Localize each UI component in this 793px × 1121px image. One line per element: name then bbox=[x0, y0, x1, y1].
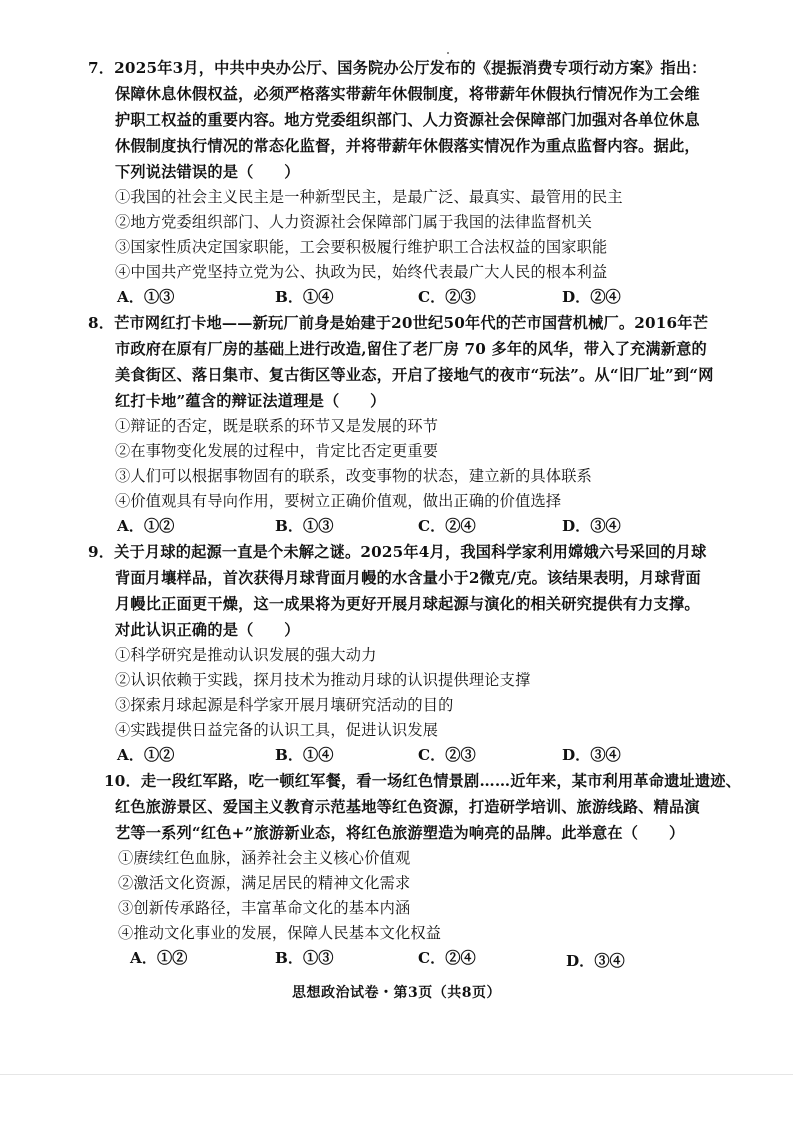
question-9-option-b: B．①④ bbox=[275, 746, 334, 764]
question-8-option-b: B．①③ bbox=[275, 517, 334, 535]
question-8-stem-line-2: 市政府在原有厂房的基础上进行改造,留住了老厂房 70 多年的风华，带入了充满新意的 bbox=[115, 340, 707, 358]
scan-edge-line bbox=[0, 1074, 793, 1075]
question-7-statement-3: ③国家性质决定国家职能，工会要积极履行维护职工合法权益的国家职能 bbox=[115, 238, 608, 256]
question-10-statement-4: ④推动文化事业的发展，保障人民基本文化权益 bbox=[118, 924, 442, 942]
question-9-option-a: A．①② bbox=[117, 746, 175, 764]
question-10-statement-1: ①赓续红色血脉，涵养社会主义核心价值观 bbox=[118, 849, 411, 867]
question-10-stem-line-2: 红色旅游景区、爱国主义教育示范基地等红色资源，打造研学培训、旅游线路、精品演 bbox=[115, 798, 700, 816]
question-8-statement-1: ①辩证的否定，既是联系的环节又是发展的环节 bbox=[115, 417, 439, 435]
question-9-option-d: D．③④ bbox=[562, 746, 621, 764]
question-9-option-c: C．②③ bbox=[418, 746, 476, 764]
question-10-stem-line-1: 10．走一段红军路，吃一顿红军餐，看一场红色情景剧……近年来，某市利用革命遗址遗迹、 bbox=[104, 772, 742, 790]
question-10-option-c: C．②④ bbox=[418, 949, 476, 967]
question-8-statement-2: ②在事物变化发展的过程中，肯定比否定更重要 bbox=[115, 442, 439, 460]
question-7-statement-2: ②地方党委组织部门、人力资源社会保障部门属于我国的法律监督机关 bbox=[115, 213, 593, 231]
question-7-statement-1: ①我国的社会主义民主是一种新型民主，是最广泛、最真实、最管用的民主 bbox=[115, 188, 623, 206]
question-9-statement-4: ④实践提供日益完备的认识工具，促进认识发展 bbox=[115, 721, 439, 739]
question-7-stem-line-3: 护职工权益的重要内容。地方党委组织部门、人力资源社会保障部门加强对各单位休息 bbox=[115, 111, 700, 129]
question-10-option-b: B．①③ bbox=[275, 949, 334, 967]
question-7-option-d: D．②④ bbox=[562, 288, 621, 306]
question-7-option-a: A．①③ bbox=[117, 288, 175, 306]
question-7-stem-line-5: 下列说法错误的是（ ） bbox=[115, 163, 300, 181]
question-9-stem-line-2: 背面月壤样品，首次获得月球背面月幔的水含量小于2微克/克。该结果表明，月球背面 bbox=[115, 569, 701, 587]
question-9-stem-line-4: 对此认识正确的是（ ） bbox=[115, 621, 300, 639]
question-9-stem-line-3: 月幔比正面更干燥，这一成果将为更好开展月球起源与演化的相关研究提供有力支撑。 bbox=[115, 595, 700, 613]
question-8-option-c: C．②④ bbox=[418, 517, 476, 535]
scan-speck bbox=[447, 52, 449, 54]
question-8-statement-3: ③人们可以根据事物固有的联系，改变事物的状态，建立新的具体联系 bbox=[115, 467, 593, 485]
question-10-option-a: A．①② bbox=[130, 949, 188, 967]
question-9-statement-3: ③探索月球起源是科学家开展月壤研究活动的目的 bbox=[115, 696, 454, 714]
question-7-option-c: C．②③ bbox=[418, 288, 476, 306]
question-9-statement-2: ②认识依赖于实践，探月技术为推动月球的认识提供理论支撑 bbox=[115, 671, 531, 689]
question-10-stem-line-3: 艺等一系列“红色+”旅游新业态，将红色旅游塑造为响亮的品牌。此举意在（ ） bbox=[115, 824, 685, 842]
question-10-statement-2: ②激活文化资源，满足居民的精神文化需求 bbox=[118, 874, 411, 892]
question-8-stem-line-1: 8．芒市网红打卡地——新玩厂前身是始建于20世纪50年代的芒市国营机械厂。2016年芒 bbox=[88, 314, 709, 332]
question-8-stem-line-3: 美食街区、落日集市、复古街区等业态，开启了接地气的夜市“玩法”。从“旧厂址”到“网 bbox=[115, 366, 714, 384]
question-10-option-d: D．③④ bbox=[566, 952, 625, 970]
question-8-statement-4: ④价值观具有导向作用，要树立正确价值观，做出正确的价值选择 bbox=[115, 492, 562, 510]
question-8-option-d: D．③④ bbox=[562, 517, 621, 535]
question-8-stem-line-4: 红打卡地”蕴含的辩证法道理是（ ） bbox=[115, 392, 386, 410]
question-7-stem-line-4: 休假制度执行情况的常态化监督，并将带薪年休假落实情况作为重点监督内容。据此， bbox=[115, 137, 700, 155]
question-9-statement-1: ①科学研究是推动认识发展的强大动力 bbox=[115, 646, 377, 664]
question-7-stem-line-2: 保障休息休假权益，必须严格落实带薪年休假制度，将带薪年休假执行情况作为工会维 bbox=[115, 85, 700, 103]
question-8-option-a: A．①② bbox=[117, 517, 175, 535]
page-footer: 思想政治试卷・第3页（共8页） bbox=[292, 985, 501, 1001]
question-9-stem-line-1: 9．关于月球的起源一直是个未解之谜。2025年4月，我国科学家利用嫦娥六号采回的月球 bbox=[88, 543, 707, 561]
question-10-statement-3: ③创新传承路径，丰富革命文化的基本内涵 bbox=[118, 899, 411, 917]
question-7-stem-line-1: 7．2025年3月，中共中央办公厅、国务院办公厅发布的《提振消费专项行动方案》指出： bbox=[88, 59, 707, 77]
question-7-option-b: B．①④ bbox=[275, 288, 334, 306]
question-7-statement-4: ④中国共产党坚持立党为公、执政为民，始终代表最广大人民的根本利益 bbox=[115, 263, 608, 281]
